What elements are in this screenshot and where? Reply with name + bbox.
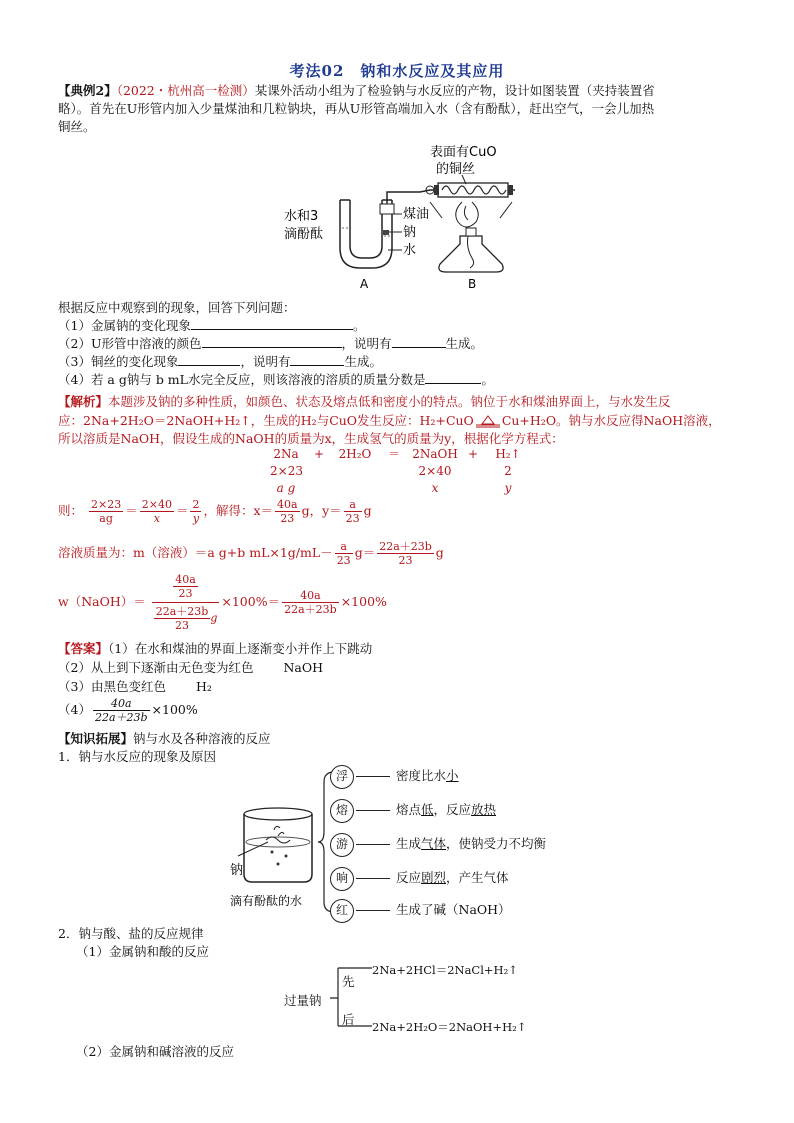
extension-section-2: 2．钠与酸、盐的反应规律 xyxy=(58,926,204,941)
q4-blank[interactable] xyxy=(425,371,481,384)
eq-later: 2Na+2H₂O＝2NaOH+H₂↑ xyxy=(372,1020,527,1034)
answer-2a: （2）从上到下逐渐由无色变为红色 xyxy=(58,660,254,675)
answer-line-3 xyxy=(58,678,212,695)
label-cuo-2: 的铜丝 xyxy=(436,162,476,177)
analysis-line-2 xyxy=(58,412,721,429)
q2-blank-1[interactable] xyxy=(202,335,342,348)
circle-sound: 响 xyxy=(330,867,354,891)
answer-2b: NaOH xyxy=(283,660,324,675)
fraction-x: $\frac{40a}{23}$ xyxy=(277,498,298,525)
eq-h2-y: y xyxy=(504,481,512,495)
analysis-tag: 【解析】 xyxy=(58,394,109,409)
solve-label: ，解得：x＝ xyxy=(203,503,274,518)
q3-blank-2[interactable] xyxy=(290,353,344,366)
example-text-1: 某课外活动小组为了检验钠与水反应的产物，设计如图装置（夹持装置省 xyxy=(254,83,655,98)
eq-first: 2Na+2HCl＝2NaCl+H₂↑ xyxy=(372,963,518,977)
extension-header xyxy=(58,730,271,747)
example-source: （2022・杭州高一检测） xyxy=(116,83,255,98)
fraction-3: $\frac{2}{y}$ xyxy=(192,498,200,525)
q3-mid: ，说明有 xyxy=(240,354,291,369)
fraction-1: $\frac{2\times 23}{ag}$ xyxy=(91,498,122,525)
analysis-text-2b: Cu+H₂O。钠与水反应得NaOH溶液， xyxy=(501,413,721,428)
eq-naoh-x: x xyxy=(431,481,439,495)
eq-na-formula: 2Na xyxy=(273,447,299,461)
fraction-2: $\frac{2\times 40}{x}$ xyxy=(141,498,172,525)
eq-col-h2 xyxy=(490,446,526,497)
beaker-figure xyxy=(228,790,328,910)
later-label: 后 xyxy=(342,1012,355,1027)
eq-na-mass: 2×23 xyxy=(270,464,303,478)
eq-h2-formula: H₂↑ xyxy=(495,447,521,461)
eq-plus-1: + xyxy=(313,447,325,461)
w-label: w（NaOH）＝ xyxy=(58,594,146,609)
eq-h2o: 2H₂O xyxy=(338,447,372,461)
eq-sign: ＝ xyxy=(387,447,400,461)
extension-section-2-2: （2）金属钠和碱溶液的反应 xyxy=(76,1044,234,1059)
extension-section-2-1: （1）金属钠和酸的反应 xyxy=(76,944,209,959)
answer-line-1 xyxy=(58,640,372,657)
fraction-y: $\frac{a}{23}$ xyxy=(345,498,360,525)
extension-section-1: 1．钠与水反应的现象及原因 xyxy=(58,749,216,764)
stopper xyxy=(380,204,394,214)
w-simple-fraction: $\frac{40a}{22a+23b}$ xyxy=(284,589,337,616)
eq-col-naoh xyxy=(410,446,460,497)
answer-line-2 xyxy=(58,659,323,676)
answer-3b: H₂ xyxy=(195,679,212,694)
w-compound-fraction: $\frac{40a}{23}$ $\frac{22a+23b}{23}$ g xyxy=(152,573,220,632)
mass-fraction-line xyxy=(58,572,387,632)
ratio-line: 则： $\frac{2\times 23}{ag}$ ＝ $\frac{2\times 40}{x}$ ＝ $\frac{2}{y}$ ，解得：x＝ $\frac{40a}{23}$ g，y＝ $\frac{a}{23}$ g xyxy=(58,498,372,525)
eq-plus-2: + xyxy=(467,447,479,461)
q1-text: （1）金属钠的变化现象 xyxy=(58,318,191,333)
label-water-1: 水和3 xyxy=(284,209,319,224)
beaker-label-na: 钠 xyxy=(230,863,244,878)
eq-na-given: a g xyxy=(276,481,296,495)
label-cuo-1: 表面有CuO xyxy=(430,145,497,160)
times-1: ×100%＝ xyxy=(221,594,281,609)
eq-naoh-mass: 2×40 xyxy=(418,464,452,478)
fraction-sm2: $\frac{22a+23b}{23}$ xyxy=(379,540,432,567)
analysis-line-3: 所以溶质是NaOH，假设生成的NaOH的质量为x，生成氢气的质量为y，根据化学方程式： xyxy=(58,431,564,446)
q3-blank-1[interactable] xyxy=(178,353,240,366)
alcohol-lamp xyxy=(439,236,503,272)
page-title: 考法02 钠和水反应及其应用 xyxy=(289,62,505,80)
label-kerosene: 煤油 xyxy=(403,207,430,222)
solution-mass-label: 溶液质量为：m（溶液）＝a g+b mL×1g/mL－ xyxy=(58,545,333,560)
answer-line-4 xyxy=(58,694,198,726)
answer-4-fraction: $\frac{40a}{22a+23b}$ xyxy=(94,697,148,724)
times-2: ×100% xyxy=(340,594,387,609)
example-line-2: 略）。首先在U形管内加入少量煤油和几粒钠块，再从U形管高端加入水（含有酚酞），赶出空气，一会儿加热 xyxy=(58,101,655,116)
circle-melt: 熔 xyxy=(330,799,354,823)
label-a: A xyxy=(360,277,369,291)
excess-na-label: 过量钠 xyxy=(284,993,322,1008)
analysis-line-1 xyxy=(58,393,671,410)
label-na: 钠 xyxy=(403,225,417,240)
q1-end: 。 xyxy=(352,318,366,333)
x-unit: g，y＝ xyxy=(301,503,342,518)
answer-3a: （3）由黑色变红色 xyxy=(58,679,166,694)
circle-swim: 游 xyxy=(330,833,354,857)
answer-4b: ×100% xyxy=(151,702,198,717)
solution-mass-line xyxy=(58,538,444,568)
q2-text: （2）U形管中溶液的颜色 xyxy=(58,336,202,351)
apparatus-figure xyxy=(280,140,540,292)
sm-mid: g＝ xyxy=(354,545,376,560)
answer-1: （1）在水和煤油的界面上逐渐变小并作上下跳动 xyxy=(108,641,373,656)
q4-end: 。 xyxy=(481,372,494,387)
eq-h2-mass: 2 xyxy=(504,464,512,478)
beaker-label-water: 滴有酚酞的水 xyxy=(230,894,303,908)
q2-mid: ，说明有 xyxy=(341,336,392,351)
first-label: 先 xyxy=(342,974,355,989)
analysis-text-2a: 应：2Na+2H₂O＝2NaOH+H₂↑，生成的H₂与CuO发生反应：H₂+CuO xyxy=(58,413,474,428)
label-h2o: 水 xyxy=(403,243,417,258)
eq-naoh-formula: 2NaOH xyxy=(412,447,458,461)
answer-4a: （4） xyxy=(58,702,91,717)
sm2-unit: g xyxy=(435,545,444,560)
circle-float: 浮 xyxy=(330,765,354,789)
fraction-sm: $\frac{a}{23}$ xyxy=(336,540,351,567)
heat-triangle-icon xyxy=(474,412,502,429)
question-3 xyxy=(58,353,382,370)
label-b: B xyxy=(468,277,477,291)
question-1 xyxy=(58,317,365,334)
circle-red: 红 xyxy=(330,899,354,923)
question-intro: 根据反应中观察到的现象，回答下列问题： xyxy=(58,300,296,315)
y-unit: g xyxy=(363,503,372,518)
example-tag: 【典例2】 xyxy=(58,83,117,98)
eq-col-na xyxy=(270,446,302,497)
sodium-block xyxy=(383,230,389,235)
question-4 xyxy=(58,371,494,388)
q3-end: 生成。 xyxy=(344,354,382,369)
q4-text: （4）若 a g钠与 b mL水完全反应，则该溶液的溶质的质量分数是 xyxy=(58,372,426,387)
example-line-1 xyxy=(58,82,655,99)
analysis-text-1: 本题涉及钠的多种性质，如颜色、状态及熔点低和密度小的特点。钠位于水和煤油界面上，与水发生反 xyxy=(108,394,671,409)
question-2 xyxy=(58,335,483,352)
answer-tag: 【答案】 xyxy=(58,641,109,656)
label-water-2: 滴酚酞 xyxy=(284,227,324,242)
extension-tag: 【知识拓展】 xyxy=(58,731,134,746)
q3-text: （3）铜丝的变化现象 xyxy=(58,354,179,369)
q2-end: 生成。 xyxy=(445,336,484,351)
q1-blank[interactable] xyxy=(191,317,353,330)
q2-blank-2[interactable] xyxy=(392,335,446,348)
extension-title: 钠与水及各种溶液的反应 xyxy=(133,731,271,746)
example-line-3: 铜丝。 xyxy=(58,119,96,134)
then-label: 则： xyxy=(58,503,84,518)
